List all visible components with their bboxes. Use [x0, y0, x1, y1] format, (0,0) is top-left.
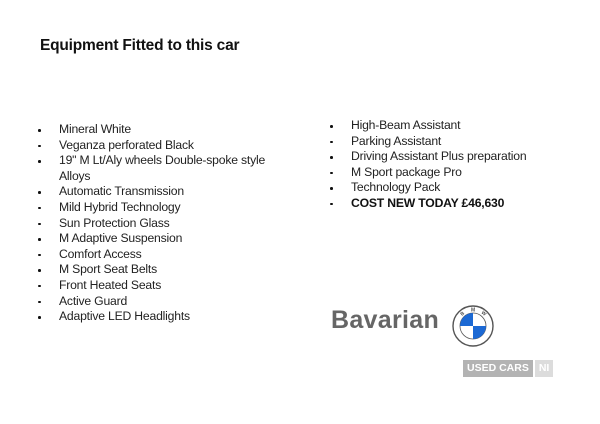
list-item: Technology Pack [330, 180, 590, 196]
bullet-icon [330, 125, 333, 128]
list-item: Comfort Access [38, 247, 268, 263]
list-item: Adaptive LED Headlights [38, 309, 268, 325]
cost-new-item: COST NEW TODAY £46,630 [330, 196, 590, 212]
bullet-icon [330, 203, 333, 206]
bullet-icon [330, 156, 333, 159]
badge-main-label: USED CARS [463, 360, 533, 377]
page-title: Equipment Fitted to this car [40, 37, 240, 54]
bullet-icon [38, 145, 41, 148]
svg-text:B: B [459, 310, 467, 318]
list-item: Mild Hybrid Technology [38, 200, 268, 216]
list-item: Sun Protection Glass [38, 216, 268, 232]
bullet-icon [38, 254, 41, 257]
bullet-icon [330, 141, 333, 144]
list-item: Veganza perforated Black [38, 138, 268, 154]
list-item: M Sport Seat Belts [38, 262, 268, 278]
list-item: M Adaptive Suspension [38, 231, 268, 247]
svg-text:M: M [471, 307, 476, 314]
list-item: Parking Assistant [330, 134, 590, 150]
equipment-list-left [38, 122, 268, 325]
used-cars-badge [463, 360, 553, 377]
bullet-icon [38, 316, 41, 319]
list-item: Mineral White [38, 122, 268, 138]
bullet-icon [330, 187, 333, 190]
bullet-icon [330, 172, 333, 175]
list-item: Front Heated Seats [38, 278, 268, 294]
bullet-icon [38, 207, 41, 210]
bullet-icon [38, 160, 41, 163]
bullet-icon [38, 301, 41, 304]
badge-region-label: NI [535, 360, 554, 377]
list-item: Automatic Transmission [38, 184, 268, 200]
bullet-icon [38, 269, 41, 272]
list-item: 19" M Lt/Aly wheels Double-spoke style Alloys [38, 153, 268, 184]
list-item: Driving Assistant Plus preparation [330, 149, 590, 165]
dealer-logo-text: Bavarian [331, 306, 440, 334]
bullet-icon [38, 191, 41, 194]
equipment-list-right [330, 118, 590, 212]
list-item: M Sport package Pro [330, 165, 590, 181]
list-item: High-Beam Assistant [330, 118, 590, 134]
bmw-roundel-icon [452, 305, 494, 347]
svg-text:W: W [479, 309, 488, 318]
bullet-icon [38, 223, 41, 226]
bullet-icon [38, 238, 41, 241]
list-item: Active Guard [38, 294, 268, 310]
bullet-icon [38, 285, 41, 288]
bullet-icon [38, 129, 41, 132]
